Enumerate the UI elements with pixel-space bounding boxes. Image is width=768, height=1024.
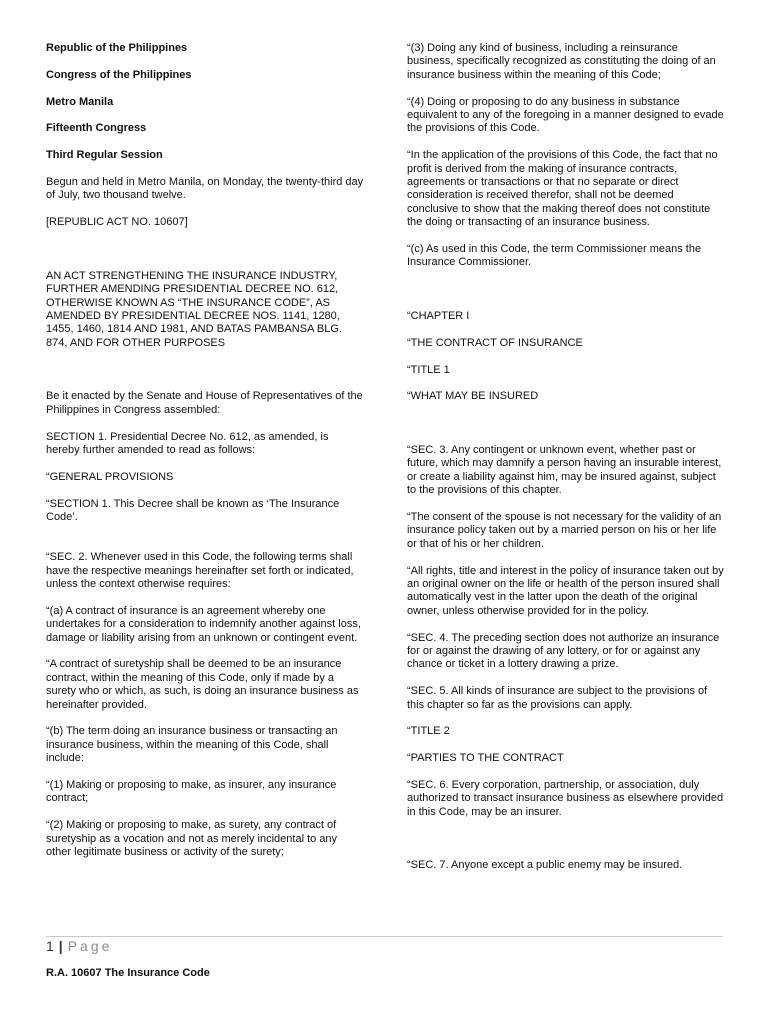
- definition-a: “(a) A contract of insurance is an agreement whereby one undertakes for a consideration to indemnify another against loss, damage or liability arising from an unknown or contingent event.: [46, 604, 361, 644]
- rights-paragraph: “All rights, title and interest in the policy of insurance taken out by an original owner on the life or health of the person insured shall automatically vest in the latter upon the death of the original owner, unless otherwise provided for in the policy.: [407, 564, 724, 617]
- header-congress: Congress of the Philippines: [46, 68, 192, 81]
- page-number: 1: [46, 938, 54, 954]
- page-separator: |: [58, 938, 63, 954]
- header-republic: Republic of the Philippines: [46, 42, 188, 54]
- republic-act-number: [REPUBLIC ACT NO. 10607]: [46, 216, 188, 229]
- chapter-1-heading: “CHAPTER I: [407, 310, 470, 323]
- header-location: Metro Manila: [46, 95, 114, 108]
- definition-b1: “(1) Making or proposing to make, as insurer, any insurance contract;: [46, 779, 337, 805]
- title-2-heading: “TITLE 2: [407, 725, 450, 738]
- what-may-be-insured-heading: “WHAT MAY BE INSURED: [407, 390, 539, 403]
- parties-heading: “PARTIES TO THE CONTRACT: [407, 752, 564, 765]
- definition-b2: “(2) Making or proposing to make, as surety, any contract of suretyship as a vocation and not as merely incidental to any other legitimate business or activity of the surety;: [46, 819, 338, 859]
- definition-b4: “(4) Doing or proposing to do any business in substance equivalent to any of the foregoing in a manner designed to evade the provisions of this Code.: [407, 95, 724, 135]
- definition-b3: “(3) Doing any kind of business, including a reinsurance business, specifically recognized as constituting the doing of an insurance business within the meaning of this Code;: [407, 42, 716, 81]
- general-provisions-heading: “GENERAL PROVISIONS: [46, 470, 174, 483]
- suretyship-paragraph: “A contract of suretyship shall be deemed to be an insurance contract, within the meaning of this Code, only if made by a surety who or which, as such, is doing an insurance business as hereinafter provided.: [46, 658, 359, 711]
- enacting-clause: Be it enacted by the Senate and House of Representatives of the Philippines in Congress assembled:: [46, 390, 363, 416]
- section-2-definitions: “SEC. 2. Whenever used in this Code, the following terms shall have the respective meanings hereinafter set forth or indicated, unless the context otherwise requires:: [46, 551, 354, 591]
- section-5: “SEC. 5. All kinds of insurance are subject to the provisions of this chapter so far as the provisions can apply.: [407, 685, 708, 711]
- footer-document-title: R.A. 10607 The Insurance Code: [46, 967, 210, 979]
- header-session: Third Regular Session: [46, 149, 163, 162]
- section-1-amendment: SECTION 1. Presidential Decree No. 612, as amended, is hereby further amended to read as follows:: [46, 430, 329, 457]
- section-7: “SEC. 7. Anyone except a public enemy may be insured.: [407, 859, 683, 872]
- header-congress-number: Fifteenth Congress: [46, 122, 147, 135]
- section-6: “SEC. 6. Every corporation, partnership, or association, duly authorized to transact insurance business as elsewhere provided in this Code, may be an insurer.: [407, 779, 724, 818]
- title-1-heading: “TITLE 1: [407, 363, 450, 376]
- page-label: Page: [67, 938, 113, 954]
- decree-section-1: “SECTION 1. This Decree shall be known as ‘The Insurance Code’.: [46, 497, 340, 524]
- section-4: “SEC. 4. The preceding section does not authorize an insurance for or against the drawing of any lottery, or for or against any chance or ticket in a lottery drawing a prize.: [407, 631, 720, 671]
- section-3: “SEC. 3. Any contingent or unknown event, whether past or future, which may damnify a person having an insurable interest, or create a liability against him, may be insured against, subject to the provisions of this chapter.: [407, 444, 722, 497]
- footer-divider: [46, 936, 723, 937]
- act-title: AN ACT STRENGTHENING THE INSURANCE INDUSTRY, FURTHER AMENDING PRESIDENTIAL DECREE NO. 612, OTHERWISE KNOWN AS “THE INSURANCE CODE”, AS AMENDED BY PRESIDENTIAL DECREE NOS. 1141, 1280, 1455, 1460, 1814 AND 1981, AND BATAS PAMBANSA BLG. 874, AND FOR OTHER PURPOSES: [46, 269, 342, 349]
- definition-c: “(c) As used in this Code, the term Commissioner means the Insurance Commissioner.: [407, 243, 702, 269]
- page-number-footer: [46, 938, 112, 954]
- spouse-consent-paragraph: “The consent of the spouse is not necessary for the validity of an insurance policy taken out by a married person on his or her life or that of his or her children.: [407, 511, 722, 550]
- definition-b: “(b) The term doing an insurance business or transacting an insurance business, within the meaning of this Code, shall include:: [46, 725, 338, 765]
- left-column: [46, 42, 364, 873]
- contract-heading: “THE CONTRACT OF INSURANCE: [407, 336, 583, 349]
- right-column: [407, 42, 725, 886]
- application-paragraph: “In the application of the provisions of this Code, the fact that no profit is derived from the making of insurance contracts, agreements or transactions or that no separate or direct consideration is received therefor, shall not be deemed conclusive to show that the making thereof does not constitute the doing or transacting of an insurance business.: [407, 149, 718, 229]
- begun-paragraph: Begun and held in Metro Manila, on Monday, the twenty-third day of July, two thousand twelve.: [46, 175, 364, 202]
